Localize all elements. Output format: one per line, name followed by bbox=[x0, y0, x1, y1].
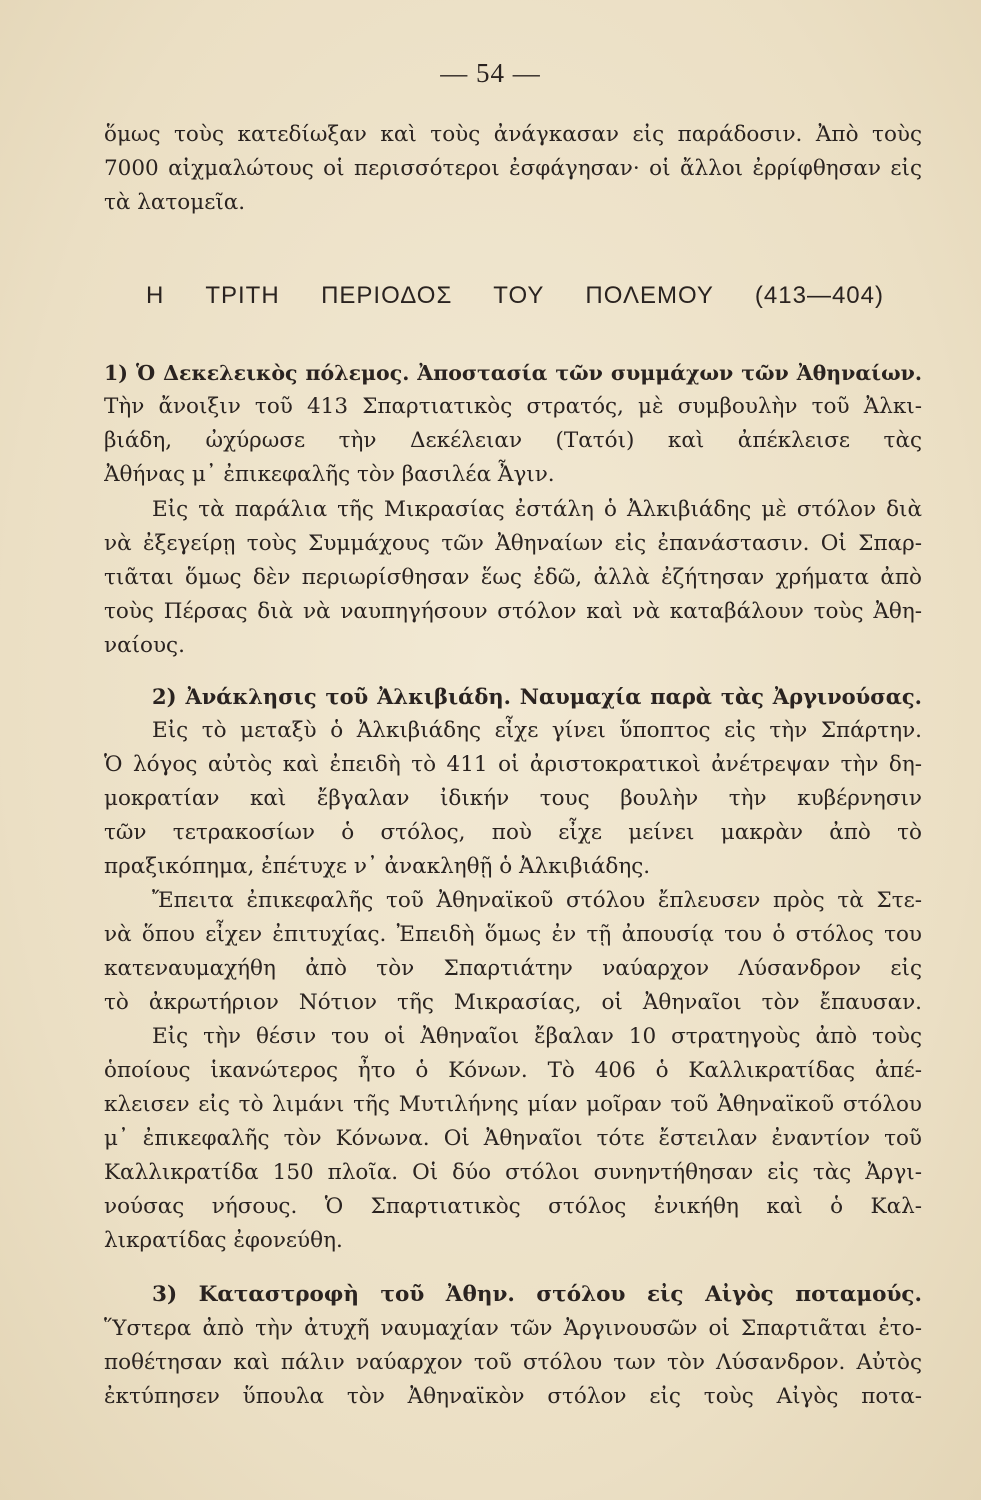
period-heading: Η ΤΡΙΤΗ ΠΕΡΙΟΔΟΣ ΤΟΥ ΠΟΛΕΜΟΥ (413—404) bbox=[146, 282, 884, 309]
text-line: τὰ λατομεῖα. bbox=[104, 190, 246, 215]
text-line: μοκρατίαν καὶ ἔβγαλαν ἰδικήν τους βουλὴν τὴν κυβέρνησιν bbox=[104, 786, 922, 811]
section-3-title: 3) Καταστροφὴ τοῦ Ἀθην. στόλου εἰς Αἰγὸς ποταμούς. bbox=[152, 1282, 922, 1307]
text-line: τὸ ἀκρωτήριον Νότιον τῆς Μικρασίας, οἱ Ἀθηναῖοι τὸν ἔπαυσαν. bbox=[104, 990, 922, 1015]
text-line: κατεναυμαχήθη ἀπὸ τὸν Σπαρτιάτην ναύαρχον Λύσανδρον εἰς bbox=[104, 956, 922, 981]
section-2-title: 2) Ἀνάκλησις τοῦ Ἀλκιβιάδη. Ναυμαχία παρὰ τὰς Ἀργινούσας. bbox=[152, 684, 922, 709]
text-line: κλεισεν εἰς τὸ λιμάνι τῆς Μυτιλήνης μίαν μοῖραν τοῦ Ἀθηναϊκοῦ στόλου bbox=[104, 1092, 922, 1117]
text-line: ναίους. bbox=[104, 633, 185, 658]
section-1-title: 1) Ὁ Δεκελεικὸς πόλεμος. Ἀποστασία τῶν συμμάχων τῶν Ἀθηναίων. bbox=[104, 361, 922, 385]
text-line: πραξικόπημα, ἐπέτυχε ν᾽ ἀνακληθῇ ὁ Ἀλκιβιάδης. bbox=[104, 854, 651, 879]
text-line: Ἔπειτα ἐπικεφαλῆς τοῦ Ἀθηναϊκοῦ στόλου ἔπλευσεν πρὸς τὰ Στε- bbox=[152, 888, 922, 913]
text-line: μ᾽ ἐπικεφαλῆς τὸν Κόνωνα. Οἱ Ἀθηναῖοι τότε ἔστειλαν ἐναντίον τοῦ bbox=[104, 1126, 922, 1151]
text-line: Εἰς τὴν θέσιν του οἱ Ἀθηναῖοι ἔβαλαν 10 στρατηγοὺς ἀπὸ τοὺς bbox=[152, 1024, 922, 1049]
text-line: νὰ ἐξεγείρῃ τοὺς Συμμάχους τῶν Ἀθηναίων εἰς ἐπανάστασιν. Οἱ Σπαρ- bbox=[104, 531, 922, 556]
text-line: Εἰς τὸ μεταξὺ ὁ Ἀλκιβιάδης εἶχε γίνει ὕποπτος εἰς τὴν Σπάρτην. bbox=[152, 718, 922, 743]
text-line: Ὁ λόγος αὐτὸς καὶ ἐπειδὴ τὸ 411 οἱ ἀριστοκρατικοὶ ἀνέτρεψαν τὴν δη- bbox=[104, 752, 922, 777]
text-line: τιᾶται ὅμως δὲν περιωρίσθησαν ἕως ἐδῶ, ἀλλὰ ἐζήτησαν χρήματα ἀπὸ bbox=[104, 565, 922, 590]
text-line: νὰ ὅπου εἶχεν ἐπιτυχίας. Ἐπειδὴ ὅμως ἐν τῇ ἀπουσίᾳ του ὁ στόλος του bbox=[104, 922, 922, 947]
page-number: — 54 — bbox=[440, 58, 541, 88]
text-line: Ἀθήνας μ᾽ ἐπικεφαλῆς τὸν βασιλέα Ἆγιν. bbox=[104, 462, 555, 487]
text-line: ποθέτησαν καὶ πάλιν ναύαρχον τοῦ στόλου των τὸν Λύσανδρον. Αὐτὸς bbox=[104, 1350, 922, 1375]
text-line: ἐκτύπησεν ὕπουλα τὸν Ἀθηναϊκὸν στόλον εἰς τοὺς Αἰγὸς ποτα- bbox=[104, 1384, 922, 1409]
text-line: τῶν τετρακοσίων ὁ στόλος, ποὺ εἶχε μείνει μακρὰν ἀπὸ τὸ bbox=[104, 820, 922, 845]
text-line: Καλλικρατίδα 150 πλοῖα. Οἱ δύο στόλοι συνηντήθησαν εἰς τὰς Ἀργι- bbox=[104, 1160, 922, 1185]
text-line: Τὴν ἄνοιξιν τοῦ 413 Σπαρτιατικὸς στρατός, μὲ συμβουλὴν τοῦ Ἀλκι- bbox=[104, 394, 922, 419]
text-line: 7000 αἰχμαλώτους οἱ περισσότεροι ἐσφάγησαν· οἱ ἄλλοι ἐρρίφθησαν εἰς bbox=[104, 156, 922, 181]
text-line: Ὕστερα ἀπὸ τὴν ἀτυχῆ ναυμαχίαν τῶν Ἀργινουσῶν οἱ Σπαρτιᾶται ἐτο- bbox=[104, 1316, 922, 1341]
text-line: ὅμως τοὺς κατεδίωξαν καὶ τοὺς ἀνάγκασαν εἰς παράδοσιν. Ἀπὸ τοὺς bbox=[104, 122, 922, 147]
text-line: Εἰς τὰ παράλια τῆς Μικρασίας ἐστάλη ὁ Ἀλκιβιάδης μὲ στόλον διὰ bbox=[152, 497, 922, 522]
text-line: νούσας νήσους. Ὁ Σπαρτιατικὸς στόλος ἐνικήθη καὶ ὁ Καλ- bbox=[104, 1194, 922, 1219]
text-line: τοὺς Πέρσας διὰ νὰ ναυπηγήσουν στόλον καὶ νὰ καταβάλουν τοὺς Ἀθη- bbox=[104, 599, 922, 624]
text-line: βιάδη, ὠχύρωσε τὴν Δεκέλειαν (Τατόι) καὶ ἀπέκλεισε τὰς bbox=[104, 428, 922, 453]
text-line: ὁποίους ἱκανώτερος ἦτο ὁ Κόνων. Τὸ 406 ὁ Καλλικρατίδας ἀπέ- bbox=[104, 1058, 922, 1083]
text-line: λικρατίδας ἐφονεύθη. bbox=[104, 1228, 343, 1253]
